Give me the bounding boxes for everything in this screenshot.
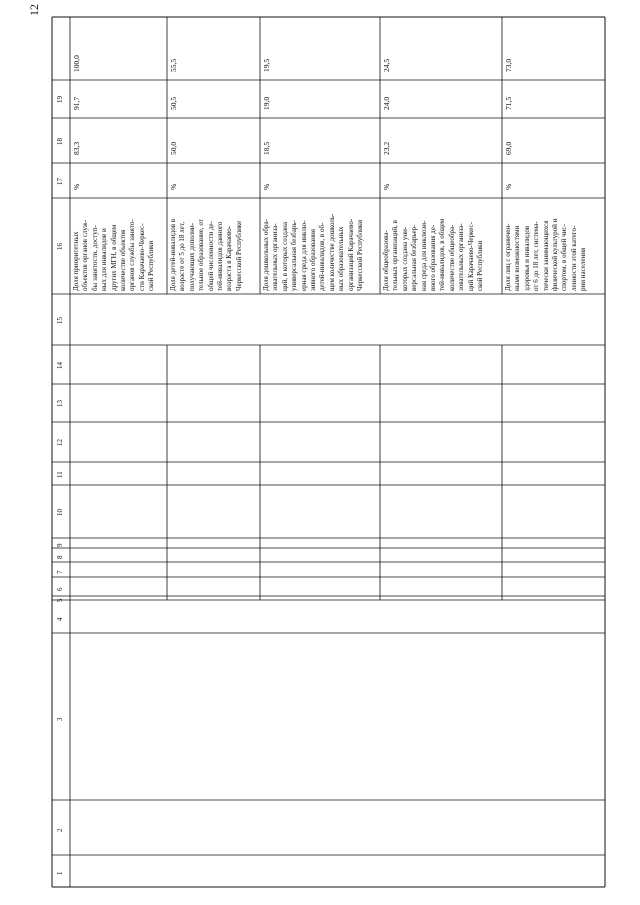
indicator-line: возраста в Карачаево- (225, 225, 234, 291)
value-col-17: 69,0 (504, 141, 513, 155)
indicator-line: ской Республики (147, 240, 156, 291)
column-header: 5 (56, 598, 64, 602)
indicator-line: организаций Карачаево- (346, 218, 355, 291)
indicator-line: ций Карачаево-Черкес- (466, 222, 475, 291)
column-header: 4 (56, 617, 64, 621)
indicator-line: универсальная безбарь- (290, 220, 299, 291)
indicator-line: бы занятости, доступ- (90, 225, 99, 291)
indicator-line: Доля приоритетных (72, 231, 80, 291)
indicator-line: ской Республики (476, 240, 484, 291)
indicator-line: ных образовательных (337, 226, 346, 291)
value-col-17: 50,0 (169, 141, 178, 155)
indicator-line: тельное образование, от (197, 219, 206, 291)
column-header: 14 (56, 361, 64, 369)
unit-cell: % (262, 183, 271, 190)
column-header: 6 (56, 587, 64, 591)
column-header: 8 (56, 555, 64, 559)
value-col-19: 19,5 (262, 58, 271, 72)
value-col-19: 55,5 (169, 58, 178, 72)
indicator-line: ций, в которых создана (280, 222, 289, 291)
indicator-line: спортом, в общей чис- (560, 224, 569, 291)
indicator-line: вного образования де- (429, 224, 437, 291)
column-header: 17 (56, 177, 64, 185)
indicator-line: тей-инвалидов данного (216, 221, 224, 291)
indicator-line: детей-инвалидов, в об- (318, 222, 327, 291)
value-col-18: 91,7 (72, 96, 81, 110)
indicator-line: органов службы занято- (128, 219, 137, 291)
indicator-line: ерная среда для инклю- (299, 220, 308, 291)
indicator-line: ных для инвалидов и (100, 228, 109, 291)
unit-cell: % (382, 183, 391, 190)
column-header: 12 (56, 439, 64, 446)
indicator-line: получающих дополни- (187, 223, 196, 291)
indicator-line: версальная безбарьер- (410, 224, 419, 291)
column-header: 3 (56, 717, 64, 721)
column-header: 18 (56, 137, 64, 145)
indicator-line: физической культурой и (551, 218, 559, 291)
value-col-17: 23,2 (382, 141, 391, 155)
value-col-18: 71,5 (504, 96, 513, 110)
column-header: 11 (56, 470, 64, 478)
indicator-line: Доля лиц с ограничен- (504, 223, 512, 291)
column-header: 13 (56, 400, 64, 407)
column-header: 16 (56, 243, 64, 250)
indicator-line: зовательных организа- (271, 223, 280, 291)
indicator-line: тей-инвалидов, в общем (438, 218, 447, 291)
value-col-18: 19,0 (262, 96, 271, 110)
value-col-18: 50,5 (169, 96, 178, 110)
indicator-line: тически занимающихся (541, 220, 550, 291)
indicator-line: Черкесской Республики (356, 219, 364, 291)
value-col-19: 73,0 (504, 58, 513, 72)
unit-cell: % (169, 183, 178, 190)
value-col-17: 83,3 (72, 141, 81, 155)
indicator-line: зивного образования (309, 229, 317, 291)
indicator-line: зовательных организа- (457, 223, 466, 291)
indicator-line: щем количестве дошколь- (327, 213, 336, 291)
indicator-line: объектов органов служ- (81, 220, 90, 291)
indicator-line: ными возможностями (513, 225, 522, 291)
column-header: 7 (56, 570, 64, 574)
column-header: 9 (56, 543, 64, 547)
page-number: 12 (27, 4, 41, 16)
indicator-line: Доля общеобразова- (382, 230, 390, 291)
value-col-19: 100,0 (72, 55, 81, 72)
unit-cell: % (504, 183, 513, 190)
column-header: 1 (56, 871, 64, 875)
value-col-19: 24,5 (382, 58, 391, 72)
indicator-line: тельных организаций, в (391, 220, 400, 291)
indicator-line: сти Карачаево-Черкес- (137, 223, 146, 291)
indicator-line: количестве общеобра- (447, 224, 456, 291)
indicator-line: других МГН, в общем (109, 224, 118, 291)
indicator-line: ленности этой катего- (569, 225, 578, 291)
indicator-line: которых создана уни- (400, 226, 409, 291)
value-col-17: 18,5 (262, 141, 271, 155)
column-header: 19 (56, 96, 64, 103)
column-header: 2 (56, 828, 64, 832)
indicator-line: Черкесской Республике (234, 220, 243, 291)
unit-cell: % (72, 183, 81, 190)
column-header: 15 (56, 316, 64, 324)
indicator-line: здоровья и инвалидов (522, 225, 531, 291)
value-col-18: 24,0 (382, 96, 391, 110)
indicator-line: Доля дошкольных обра- (262, 219, 270, 291)
indicator-line: количестве объектов (119, 229, 127, 291)
indicator-line: Доля детей-инвалидов в (169, 218, 177, 291)
indicator-line: рии населения (579, 247, 588, 291)
indicator-line: возрасте от 5 до 18 лет, (178, 221, 187, 291)
column-header: 10 (56, 508, 64, 516)
indicator-line: общей численности де- (206, 221, 215, 291)
indicator-line: ная среда для инклюзи- (419, 220, 428, 291)
indicator-line: от 6 до 18 лет, система- (532, 221, 541, 291)
